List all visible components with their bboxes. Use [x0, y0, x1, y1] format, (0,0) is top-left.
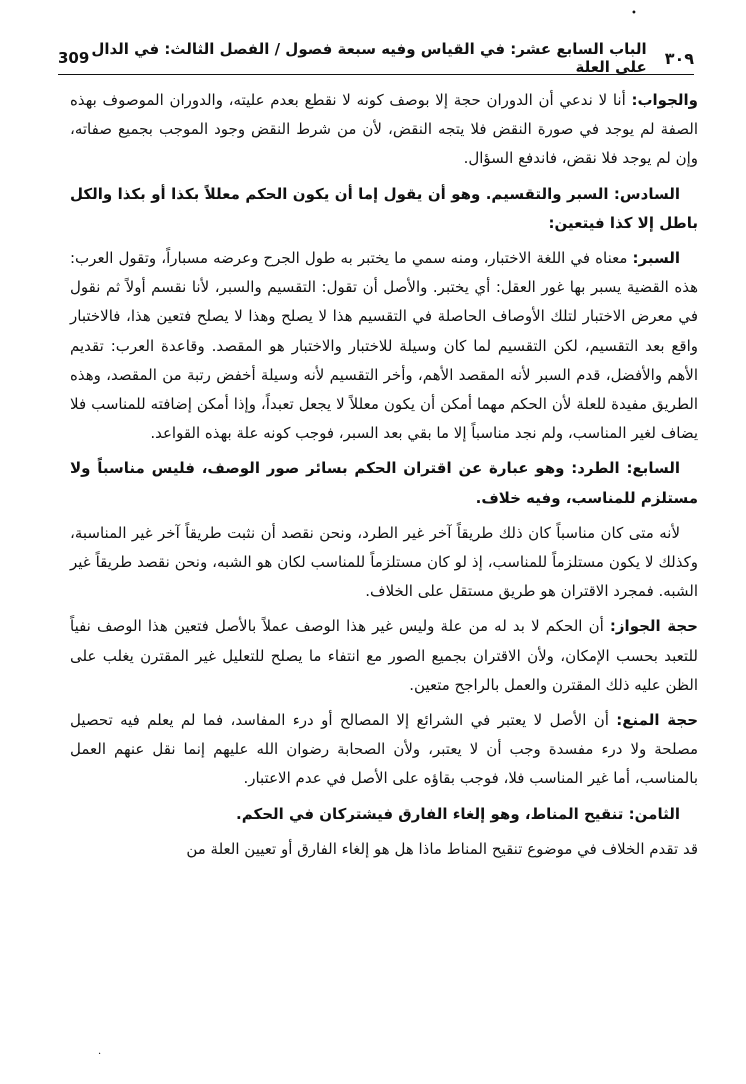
paragraph-lead: السابع:	[626, 459, 680, 478]
paragraph-sixth	[70, 180, 698, 238]
paragraph-text: السبر والتقسيم. وهو أن يقول إما أن يكون الحكم معللاً بكذا أو بكذا والكل باطل إلا كذا فيتعين:	[70, 184, 698, 232]
paragraph-answer	[70, 86, 698, 174]
paragraph-text: تنقيح المناط، وهو إلغاء الفارق فيشتركان في الحكم.	[236, 804, 629, 823]
paragraph-prohibition-argument	[70, 706, 698, 794]
page-number-latin: 309	[58, 49, 90, 67]
paragraph-lead: الثامن:	[628, 804, 680, 823]
paragraph-lead: السادس:	[613, 184, 680, 203]
paragraph-text: لأنه متى كان مناسباً كان ذلك طريقاً آخر غير الطرد، ونحن نقصد أن نثبت طريقاً آخر غير المناسبة، وكذلك لا يكون مستلزماً للمناسب، إذ لو كان مستلزماً للمناسب لكان هو الشبه، ونحن نقصد طريقاً غير الشبه. فمجرد الاقتران هو طريق مستقل على الخلاف.	[70, 523, 698, 601]
paragraph-text: قد تقدم الخلاف في موضوع تنقيح المناط ماذا هل هو إلغاء الفارق أو تعيين العلة من	[186, 839, 698, 858]
paragraph-text: أن الأصل لا يعتبر في الشرائع إلا المصالح أو درء المفاسد، فما لم يعلم فيه تحصيل مصلحة ولا درء مفسدة وجب أن لا يعتبر، ولأن الصحابة رضوان الله عليهم إنما نقل عنهم العمل بالمناسب، أما غير المناسب فلا، فوجب بقاؤه على الأصل في عدم الاعتبار.	[70, 711, 698, 788]
paragraph-eighth	[70, 800, 698, 829]
paragraph-lead: والجواب:	[631, 91, 698, 109]
speck-mark: ·	[98, 1049, 102, 1060]
paragraph-final	[70, 835, 698, 864]
paragraph-text: معناه في اللغة الاختبار، ومنه سمي ما يختبر به طول الجرح وعرضه مسباراً، وتقول العرب: هذه القضية يسبر بها غور العقل: أي يختبر. والأصل أن تقول: التقسيم والسبر، لأنا نقسم أولاً ثم نقول في معرض الاختبار لتلك الأوصاف الحاصلة في التقسيم هذا لا يصلح وهذا لا يصلح فتعين هذا، فالاختبار واقع بعد التقسيم، لكن التقسيم لما كان وسيلة للاختبار والاختبار هو المقصد. وقاعدة العرب: تقديم الأهم والأفضل، قدم السبر لأنه المقصد الأهم، وأخر التقسيم لأنه وسيلة أخفض رتبة من المقصد، وهذه الطريق مفيدة للعلة لأن الحكم مهما أمكن أن يكون معللاً لا يجعل تعبداً، وإذا أمكن إضافته للمناسب فلا يضاف لغير المناسب، ولم نجد مناسباً إلا ما بقي بعد السبر، فوجب كونه علة بهذه القواعد.	[70, 249, 698, 443]
paragraph-lead: حجة المنع:	[616, 711, 698, 730]
page-number-arabic: ٣٠٩	[664, 48, 694, 68]
paragraph-text: أنا لا ندعي أن الدوران حجة إلا بوصف كونه لا نقطع بعدم عليته، والدوران الموصوف بهذه الصفة لم يوجد في صورة النقض فلا يتجه النقض، لأن من شرط النقض وجود الموجب بجميع صفاته، وإن لم يوجد فلا نقض، فاندفع السؤال.	[70, 91, 698, 168]
header-rule	[58, 74, 694, 75]
paragraph-text: أن الحكم لا بد له من علة وليس غير هذا الوصف عملاً بالأصل فتعين هذا الوصف نفياً للتعبد بحسب الإمكان، ولأن الاقتران بجميع الصور مع انتفاء ما يصلح للتعليل غير المقترن يغلب على الظن عليه ذلك المقترن والعمل بالراجح متعين.	[70, 617, 698, 694]
paragraph-lead: السبر:	[632, 249, 680, 268]
paragraph-lead: حجة الجواز:	[609, 617, 698, 636]
paragraph-seventh	[70, 454, 698, 512]
paragraph-permission-argument	[70, 612, 698, 700]
paragraph-sabr	[70, 244, 698, 448]
page-body	[70, 86, 698, 870]
header-title: الباب السابع عشر: في القياس وفيه سبعة فصول / الفصل الثالث: في الدال على العلة	[91, 40, 647, 76]
paragraph-text: الطرد: وهو عبارة عن اقتران الحكم بسائر صور الوصف، فليس مناسباً ولا مستلزم للمناسب، وفيه خلاف.	[70, 459, 698, 507]
paragraph-explanation	[70, 519, 698, 607]
speck-mark: •	[631, 8, 637, 19]
running-header	[58, 40, 694, 76]
